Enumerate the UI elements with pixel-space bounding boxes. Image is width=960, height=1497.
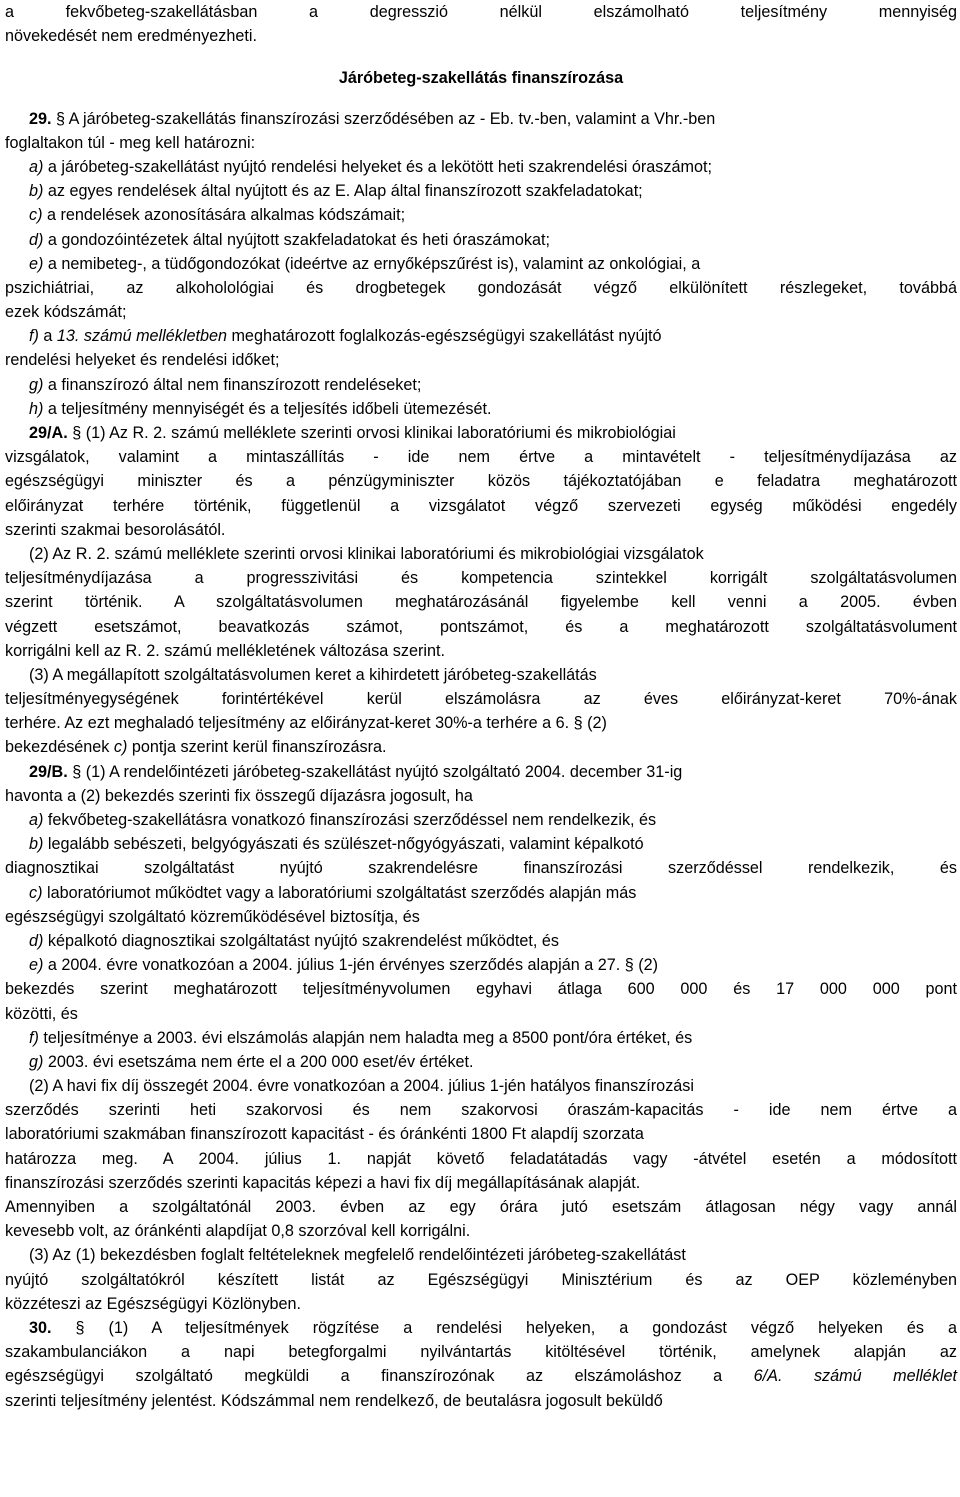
text-segment: a nemibeteg-, a tüdőgondozókat (ideértve az ernyőképszűrést is), valamint az onkológiai, a (43, 254, 701, 273)
italic-text: f) (29, 1028, 39, 1047)
section-number: 29/A. (29, 424, 73, 442)
text-line: növekedését nem eredményezheti. (5, 27, 257, 46)
text-line (5, 107, 957, 131)
italic-text: 13. számú mellékletben (56, 327, 227, 346)
italic-text: e) (29, 254, 44, 273)
text-segment: 2003. évi esetszáma nem érte el a 200 000 eset/év értéket. (43, 1052, 474, 1071)
text-segment: egészségügyi szolgáltató megküldi a finanszírozónak az elszámoláshoz a (5, 1367, 754, 1386)
text-line (5, 179, 957, 203)
text-line: teljesítménydíjazása a progresszivitási és kompetencia szintekkel korrigált szolgáltatásvolumen (5, 569, 957, 588)
text-line (5, 808, 957, 832)
text-line (5, 203, 957, 227)
section-number: 30. (29, 1318, 76, 1337)
italic-text: 6/A. számú melléklet (753, 1367, 958, 1386)
section-title: Járóbeteg-szakellátás finanszírozása (338, 69, 624, 88)
text-line: nyújtó szolgáltatókról készített listát az Egészségügyi Minisztérium és az OEP közleményben (5, 1270, 957, 1289)
text-line: Amennyiben a szolgáltatónál 2003. évben az egy órára jutó esetszám átlagosan négy vagy annál (5, 1198, 957, 1216)
text-line (5, 421, 957, 445)
italic-text: e) (29, 956, 44, 975)
italic-text: g) (29, 1052, 44, 1071)
text-segment: meghatározott foglalkozás-egészségügyi szakellátást nyújtó (226, 327, 662, 346)
text-segment: fekvőbeteg-szakellátásra vonatkozó finanszírozási szerződéssel nem rendelkezik, és (43, 811, 657, 829)
text-line: diagnosztikai szolgáltatást nyújtó szakrendelésre finanszírozási szerződéssel rendelkezik, és (5, 859, 957, 878)
text-segment: teljesítménye a 2003. évi elszámolás alapján nem haladta meg a 8500 pont/óra értéket, és (38, 1028, 693, 1047)
text-segment: § (1) A teljesítmények rögzítése a rendelési helyeken, a gondozást végző helyeken és a (75, 1318, 957, 1337)
text-line: bekezdés szerint meghatározott teljesítményvolumen egyhavi átlaga 600 000 és 17 000 000 pont (5, 980, 957, 999)
text-line (5, 735, 957, 759)
text-segment: legalább sebészeti, belgyógyászati és szülészet-nőgyógyászati, valamint képalkotó (43, 835, 644, 854)
text-segment: a (38, 327, 57, 346)
text-segment: § (1) A rendelőintézeti járóbeteg-szakellátást nyújtó szolgáltató 2004. december 31-ig (72, 762, 683, 781)
italic-text: f) (29, 327, 39, 346)
text-line: közzéteszi az Egészségügyi Közlönyben. (5, 1294, 302, 1313)
text-line: közötti, és (5, 1004, 78, 1023)
text-line (5, 929, 957, 953)
text-line (5, 1364, 957, 1388)
text-line: szerint történik. A szolgáltatásvolumen meghatározásánál figyelembe kell venni a 2005. évben (5, 593, 957, 612)
italic-text: a) (29, 157, 44, 176)
text-segment: a rendelések azonosítására alkalmas kódszámait; (42, 206, 406, 225)
text-segment: bekezdésének (5, 738, 114, 757)
text-segment: a 2004. évre vonatkozóan a 2004. július 1-jén érvényes szerződés alapján a 27. § (2) (43, 956, 659, 975)
text-line: havonta a (2) bekezdés szerinti fix összegű díjazásra jogosult, ha (5, 786, 473, 805)
text-line: vizsgálatok, valamint a mintaszállítás - ide nem értve a mintavételt - teljesítménydíjazása az (5, 448, 957, 467)
italic-text: h) (29, 399, 44, 418)
italic-text: d) (29, 230, 44, 249)
text-line: határozza meg. A 2004. július 1. napját követő feladatátadás vagy -átvétel esetén a módosított (5, 1149, 957, 1168)
text-line (5, 397, 957, 421)
text-line: (3) Az (1) bekezdésben foglalt feltételeknek megfelelő rendelőintézeti járóbeteg-szakellátást (29, 1246, 686, 1265)
italic-text: c) (113, 738, 128, 757)
text-line: (2) Az R. 2. számú melléklete szerinti orvosi klinikai laboratóriumi és mikrobiológiai vizsgálatok (29, 544, 704, 563)
text-line: a fekvőbeteg-szakellátásban a degresszió nélkül elszámolható teljesítmény mennyiség (5, 3, 957, 21)
text-line: szakambulanciákon a napi betegforgalmi nyilvántartás kitöltésével történik, amelynek alapján az (5, 1343, 957, 1362)
text-line: egészségügyi szolgáltató közreműködésével biztosítja, és (5, 907, 420, 926)
text-line (5, 881, 957, 905)
section-number: 29. (29, 109, 57, 128)
text-line: kevesebb volt, az óránkénti alapdíjat 0,8 szorzóval kell korrigálni. (5, 1222, 471, 1241)
text-line (5, 1050, 957, 1074)
text-line (5, 1316, 957, 1340)
text-line: szerződés szerinti heti szakorvosi és nem szakorvosi óraszám-kapacitás - ide nem értve a (5, 1101, 957, 1120)
text-line: pszichiátriai, az alkoholológiai és drogbetegek gondozását végző elkülönített részlegeket, továbbá (5, 278, 957, 297)
italic-text: d) (29, 931, 44, 950)
text-segment: képalkotó diagnosztikai szolgáltatást nyújtó szakrendelést működtet, és (43, 931, 559, 950)
text-segment: laboratóriumot működtet vagy a laboratóriumi szolgáltatást szerződés alapján más (42, 883, 637, 902)
text-line: (3) A megállapított szolgáltatásvolumen keret a kihirdetett járóbeteg-szakellátás (29, 665, 597, 684)
italic-text: b) (29, 835, 44, 854)
text-line: laboratóriumi szakmában finanszírozott kapacitást - és óránkénti 1800 Ft alapdíj szorzata (5, 1125, 644, 1144)
text-line (5, 760, 957, 784)
section-number: 29/B. (29, 762, 73, 781)
text-line: előirányzat terhére történik, függetlenül a vizsgálatot végző szervezeti egység működési engedély (5, 496, 957, 515)
text-line: teljesítményegységének forintértékével kerül elszámolásra az éves előirányzat-keret 70%-ának (5, 690, 957, 709)
text-line (5, 228, 957, 252)
text-segment: a finanszírozó által nem finanszírozott rendeléseket; (43, 375, 422, 394)
text-segment: § (1) Az R. 2. számú melléklete szerinti orvosi klinikai laboratóriumi és mikrobiológiai (72, 424, 676, 442)
italic-text: c) (29, 883, 43, 902)
text-line: ezek kódszámát; (5, 303, 127, 322)
text-line: korrigálni kell az R. 2. számú mellékletének változása szerint. (5, 641, 445, 660)
text-line (5, 324, 957, 348)
text-line: rendelési helyeket és rendelési időket; (5, 351, 280, 370)
italic-text: g) (29, 375, 44, 394)
text-line: szerinti szakmai besorolásától. (5, 520, 226, 539)
text-line: végzett esetszámot, beavatkozás számot, pontszámot, és a meghatározott szolgáltatásvolument (5, 617, 957, 636)
text-line: egészségügyi miniszter és a pénzügyminiszter közös tájékoztatójában e feladatra meghatározott (5, 472, 957, 491)
text-segment: a teljesítmény mennyiségét és a teljesítés időbeli ütemezését. (43, 399, 492, 418)
text-line: (2) A havi fix díj összegét 2004. évre vonatkozóan a 2004. július 1-jén hatályos finanszírozási (29, 1077, 694, 1096)
text-line (5, 953, 957, 977)
italic-text: c) (29, 206, 43, 225)
text-segment: § A járóbeteg-szakellátás finanszírozási szerződésében az - Eb. tv.-ben, valamint a Vhr.-ben (56, 109, 716, 128)
text-line: terhére. Az ezt meghaladó teljesítmény az előirányzat-keret 30%-a terhére a 6. § (2) (5, 714, 607, 733)
text-segment: a járóbeteg-szakellátást nyújtó rendelési helyeket és a lekötött heti szakrendelési óraszámot; (43, 157, 712, 176)
text-segment: a gondozóintézetek által nyújtott szakfeladatokat és heti óraszámokat; (43, 230, 551, 249)
italic-text: a) (29, 811, 44, 829)
text-line (5, 252, 957, 276)
text-line (5, 1026, 957, 1050)
text-segment: az egyes rendelések által nyújtott és az E. Alap által finanszírozott szakfeladatokat; (43, 182, 643, 201)
document-body (5, 0, 957, 1413)
text-segment: pontja szerint kerül finanszírozásra. (127, 738, 387, 757)
text-line (5, 373, 957, 397)
text-line (5, 155, 957, 179)
text-line: szerinti teljesítmény jelentést. Kódszámmal nem rendelkező, de beutalásra jogosult beküldő (5, 1391, 663, 1410)
italic-text: b) (29, 182, 44, 201)
text-line: finanszírozási szerződés szerinti kapacitás képezi a havi fix díj megállapításának alapját. (5, 1173, 641, 1192)
text-line: foglaltakon túl - meg kell határozni: (5, 133, 256, 152)
text-line (5, 832, 957, 856)
